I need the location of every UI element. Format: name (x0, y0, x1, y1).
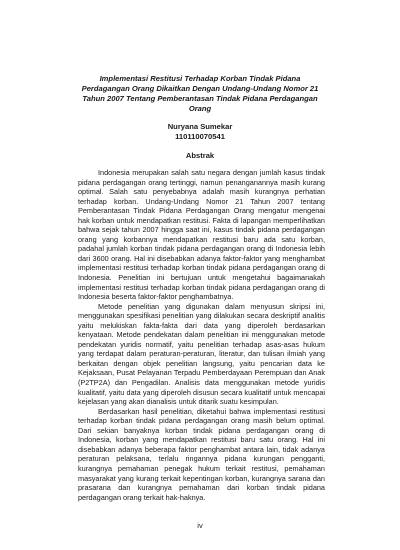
abstract-paragraph: Metode penelitian yang digunakan dalam menyusun skripsi ini, menggunakan spesifikasi penelitian yang dilakukan secara deskriptif analitis yaitu melukiskan fakta-fakta dari data yang diperoleh berdasarkan kenyataan. Metode pendekatan dalam penelitian ini menggunakan metode pendekatan yuridis normatif, yaitu penelitian terhadap asas-asas hukum yang terdapat dalam peraturan-peraturan, literatur, dan tulisan ilmiah yang berkaitan dengan objek penelitian langsung, yaitu pencarian data ke Kejaksaan, Pusat Pelayanan Terpadu Pemberdayaan Perempuan dan Anak (P2TP2A) dan Pengadilan. Analisis data menggunakan metode yuridis kualitatif, yaitu data yang diperoleh disusun secara kualitatif untuk mencapai kejelasan yang akan dianalisis untuk ditarik suatu kesimpulan. (78, 301, 325, 407)
author-block (100, 122, 300, 141)
abstract-body (78, 168, 325, 502)
author-name: Nuryana Sumekar (167, 122, 233, 131)
page-number: iv (197, 521, 203, 530)
student-id: 110110070541 (175, 131, 225, 141)
abstract-paragraph: Berdasarkan hasil penelitian, diketahui bahwa implementasi restitusi terhadap korban tindak pidana perdagangan orang masih belum optimal. Dari sekian banyaknya korban tindak pidana perdagangan orang di Indonesia, korban yang mendapatkan restitusi baru satu orang. Hal ini disebabkan adanya beberapa faktor penghambat antara lain, tidak adanya peraturan pelaksana, terlalu ringannya pidana kurungan pengganti, kurangnya pemahaman penegak hukum terkait restitusi, pemahaman masyarakat yang kurang terkait kepentingan korban, kurangnya sarana dan prasarana dan kurangnya pemahaman dari korban tindak pidana perdagangan orang terkait hak-haknya. (78, 406, 325, 502)
abstract-paragraph: Indonesia merupakan salah satu negara dengan jumlah kasus tindak pidana perdagangan orang tertinggi, namun penanganannya masih kurang optimal. Salah satu penyebabnya adalah masih kurangnya perhatian terhadap korban. Undang-Undang Nomor 21 Tahun 2007 tentang Pemberantasan Tindak Pidana Perdagangan Orang mengatur mengenai hak korban untuk mendapatkan restitusi. Fakta di lapangan memperlihatkan bahwa sejak tahun 2007 hingga saat ini, kasus tindak pidana perdagangan orang yang korbannya mendapatkan restitusi baru ada satu korban, padahal jumlah korban tindak pidana perdagangan orang di Indonesia lebih dari 3600 orang. Hal ini disebabkan adanya faktor-faktor yang menghambat implementasi restitusi terhadap korban tindak pidana perdagangan orang di Indonesia. Penelitian ini bertujuan untuk mengetahui bagaimanakah implementasi restitusi terhadap korban tindak pidana perdagangan orang di Indonesia beserta faktor-faktor penghambatnya. (78, 168, 325, 302)
paper-title: Implementasi Restitusi Terhadap Korban Tindak Pidana Perdagangan Orang Dikaitkan Dengan Undang-Undang Nomor 21 Tahun 2007 Tentang Pemberantasan Tindak Pidana Perdagangan Orang (81, 74, 319, 113)
abstract-heading: Abstrak (185, 151, 215, 160)
